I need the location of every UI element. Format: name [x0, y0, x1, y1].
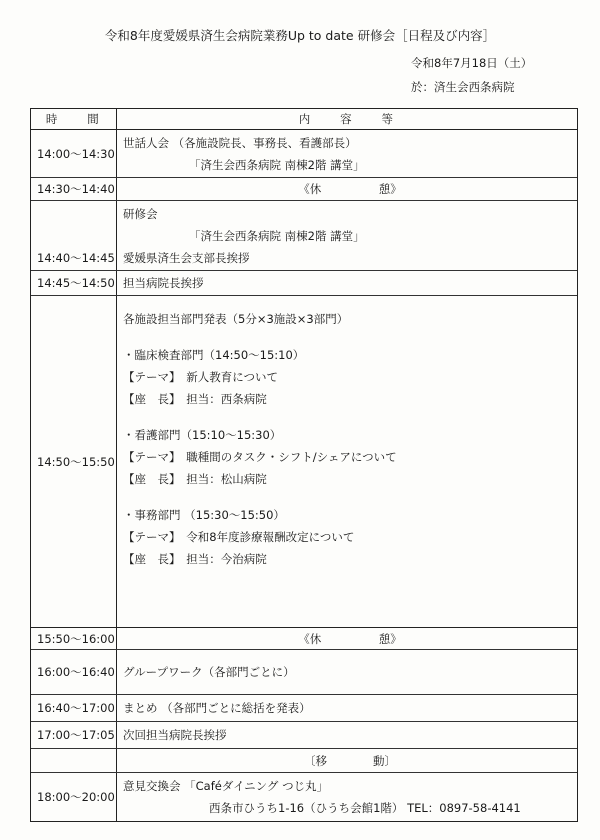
content-column-header: 内 容 等	[298, 112, 396, 126]
row-content	[117, 749, 577, 772]
schedule-row-next-host-greeting	[31, 722, 577, 749]
row-time	[31, 749, 117, 772]
schedule-row-break	[31, 628, 577, 650]
content-line: 「済生会西条病院 南棟2階 講堂」	[189, 157, 365, 172]
row-time: 15:50〜16:00	[31, 628, 117, 649]
content-line: 研修会	[123, 206, 158, 221]
row-time: 14:00〜14:30	[31, 130, 117, 177]
content-line: 【座 長】 担当：今治病院	[123, 552, 267, 566]
content-line: 意見交換会 「Caféダイニング つじ丸」	[123, 779, 329, 793]
document-title: 令和8年度愛媛県済生会病院業務Up to date 研修会［日程及び内容］	[104, 28, 496, 43]
content-line: 担当病院長挨拶	[123, 276, 204, 290]
content-line: 〔移 動〕	[304, 753, 396, 768]
row-time: 14:40〜14:45	[31, 201, 117, 270]
row-content	[117, 201, 577, 270]
schedule-row-steering-committee	[31, 130, 577, 178]
content-line: 《休 憩》	[298, 631, 402, 646]
schedule-row-summary	[31, 695, 577, 722]
row-content	[117, 178, 577, 200]
schedule-row-transfer	[31, 749, 577, 773]
content-line: ・事務部門 （15:30〜15:50）	[123, 508, 285, 522]
schedule-table	[30, 108, 578, 822]
schedule-row-opening	[31, 201, 577, 271]
row-content	[117, 722, 577, 748]
row-content	[117, 695, 577, 721]
content-line: 【テーマ】 新人教育について	[123, 370, 279, 384]
event-date: 令和8年7月18日（土）	[411, 56, 533, 70]
row-time: 17:00〜17:05	[31, 722, 117, 748]
row-time: 14:50〜15:50	[31, 296, 117, 627]
content-line: まとめ （各部門ごとに総括を発表）	[123, 701, 311, 715]
content-line: 各施設担当部門発表（5分×3施設×3部門）	[123, 312, 349, 326]
row-time: 14:30〜14:40	[31, 178, 117, 200]
row-content	[117, 650, 577, 694]
content-line: ・臨床検査部門（14:50〜15:10）	[123, 348, 305, 362]
content-line: 西条市ひうち1-16（ひうち会館1階） TEL：0897-58-4141	[209, 801, 521, 815]
row-time: 16:00〜16:40	[31, 650, 117, 694]
table-header-row	[31, 109, 577, 130]
row-content	[117, 271, 577, 295]
content-line: 【座 長】 担当：西条病院	[123, 392, 267, 406]
content-line: 世話人会 （各施設院長、事務長、看護部長）	[123, 135, 357, 150]
event-venue: 於：済生会西条病院	[411, 80, 515, 94]
content-line: 《休 憩》	[298, 182, 402, 196]
schedule-row-networking	[31, 773, 577, 821]
row-content	[117, 296, 577, 627]
row-content	[117, 773, 577, 821]
row-time: 16:40〜17:00	[31, 695, 117, 721]
row-content	[117, 130, 577, 177]
content-line: グループワーク（各部門ごとに）	[123, 665, 295, 679]
row-content	[117, 628, 577, 649]
time-column-header: 時 間	[31, 109, 117, 129]
content-line: 次回担当病院長挨拶	[123, 728, 227, 742]
content-line: 「済生会西条病院 南棟2階 講堂」	[189, 228, 365, 243]
schedule-row-break	[31, 178, 577, 201]
content-line: 【テーマ】 令和8年度診療報酬改定について	[123, 530, 355, 544]
content-line: 【テーマ】 職種間のタスク・シフト/シェアについて	[123, 450, 397, 464]
row-time: 18:00〜20:00	[31, 773, 117, 821]
schedule-row-presentations	[31, 296, 577, 628]
schedule-row-host-greeting	[31, 271, 577, 296]
content-line: ・看護部門（15:10〜15:30）	[123, 428, 282, 442]
content-line: 愛媛県済生会支部長挨拶	[123, 250, 250, 265]
content-line: 【座 長】 担当：松山病院	[123, 472, 267, 486]
schedule-row-group-work	[31, 650, 577, 695]
row-time: 14:45〜14:50	[31, 271, 117, 295]
